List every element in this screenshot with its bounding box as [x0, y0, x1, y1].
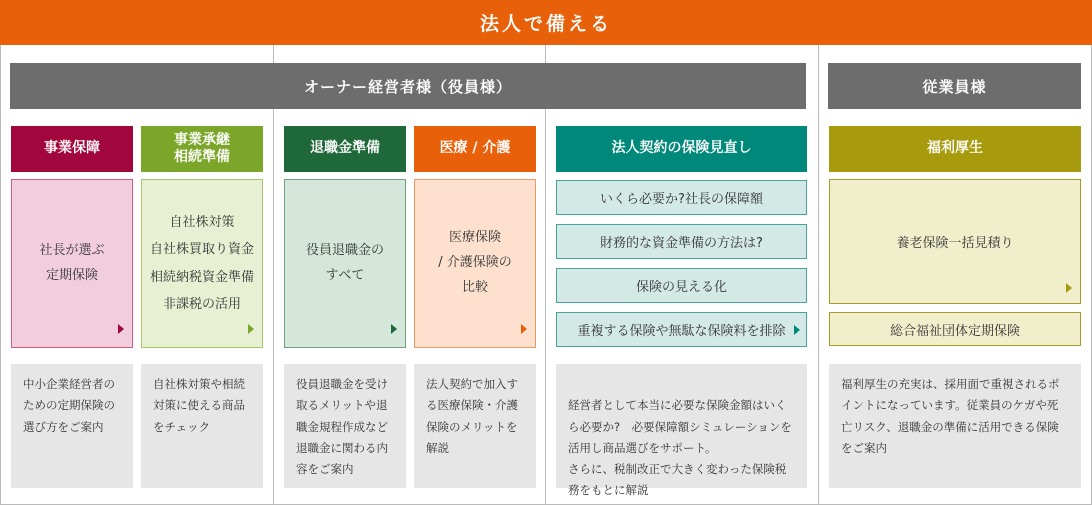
category-review-label: 法人契約の保険見直し: [611, 140, 752, 157]
review-item-eliminate-duplicates-label: 重複する保険や無駄な保険料を排除: [577, 324, 786, 339]
review-item-coverage-amount[interactable]: [556, 180, 807, 215]
card-medical-text: 医療保険 / 介護保険の 比較: [438, 230, 512, 295]
frame-divider-1: [273, 45, 274, 505]
review-item-coverage-amount-label: いくら必要か?社長の保障額: [600, 192, 763, 207]
group-employee: [828, 63, 1081, 109]
description-medical-text: 法人契約で加入する医療保険・介護保険のメリットを解説: [426, 377, 518, 455]
arrow-right-icon: [794, 325, 800, 335]
card-welfare-text: 養老保険一括見積り: [896, 236, 1014, 251]
description-review: [556, 364, 807, 498]
description-business-security-text: 中小企業経営者のための定期保険の選び方をご案内: [23, 377, 115, 434]
description-welfare-text: 福利厚生の充実は、採用面で重視されるポイントになっています。従業員のケガや死亡リスク、退職金の準備に活用できる保険をご案内: [841, 377, 1060, 455]
arrow-right-icon: [248, 324, 254, 334]
description-succession: [141, 364, 263, 488]
review-item-funding[interactable]: [556, 224, 807, 259]
card-succession-text: 自社株対策 自社株買取り資金 相続納税資金準備 非課税の活用: [149, 214, 254, 312]
card-business-security-text: 社長が選ぶ 定期保険: [39, 242, 105, 283]
group-owner-label: オーナー経営者様（役員様）: [303, 77, 512, 96]
frame-line-left: [0, 45, 1, 505]
category-medical-label: 医療 / 介護: [439, 140, 511, 157]
review-item-visualization-label: 保険の見える化: [635, 280, 727, 295]
category-medical[interactable]: [414, 126, 536, 172]
banner-title: 法人で備える: [479, 13, 612, 35]
review-item-funding-label: 財務的な資金準備の方法は?: [600, 236, 763, 251]
arrow-right-icon: [118, 324, 124, 334]
category-succession-label: 事業承継 相続準備: [174, 131, 230, 165]
category-retirement[interactable]: [284, 126, 406, 172]
group-employee-label: 従業員様: [922, 77, 987, 96]
category-review[interactable]: [556, 126, 807, 172]
card-succession[interactable]: [141, 179, 263, 348]
frame-divider-2: [545, 45, 546, 505]
arrow-right-icon: [1066, 283, 1072, 293]
category-welfare-label: 福利厚生: [927, 140, 983, 157]
category-business-security-label: 事業保障: [44, 140, 100, 157]
description-business-security: [11, 364, 133, 488]
category-business-security[interactable]: [11, 126, 133, 172]
description-welfare: [829, 364, 1081, 488]
category-succession[interactable]: [141, 126, 263, 172]
group-owner: [10, 63, 806, 109]
card-welfare[interactable]: [829, 179, 1081, 304]
card-medical[interactable]: [414, 179, 536, 348]
description-review-text: 経営者として本当に必要な保険金額はいくら必要か? 必要保障額シミュレーションを活用し商品選びをサポート。 さらに、税制改正で大きく変わった保険税務をもとに解説: [568, 398, 792, 498]
welfare-group-term-insurance[interactable]: [829, 312, 1081, 346]
welfare-group-term-insurance-label: 総合福祉団体定期保険: [889, 323, 1020, 339]
review-item-visualization[interactable]: [556, 268, 807, 303]
description-succession-text: 自社株対策や相続対策に使える商品をチェック: [153, 377, 245, 434]
arrow-right-icon: [521, 324, 527, 334]
category-welfare[interactable]: [829, 126, 1081, 172]
description-medical: [414, 364, 536, 488]
description-retirement-text: 役員退職金を受け取るメリットや退職金規程作成など退職金に関わる内容をご案内: [296, 377, 388, 477]
page-banner: [0, 0, 1092, 45]
category-retirement-label: 退職金準備: [310, 140, 380, 157]
description-retirement: [284, 364, 406, 488]
card-business-security[interactable]: [11, 179, 133, 348]
arrow-right-icon: [391, 324, 397, 334]
card-retirement-text: 役員退職金の すべて: [305, 242, 384, 283]
frame-divider-3: [818, 45, 819, 505]
review-item-eliminate-duplicates[interactable]: [556, 312, 807, 347]
card-retirement[interactable]: [284, 179, 406, 348]
